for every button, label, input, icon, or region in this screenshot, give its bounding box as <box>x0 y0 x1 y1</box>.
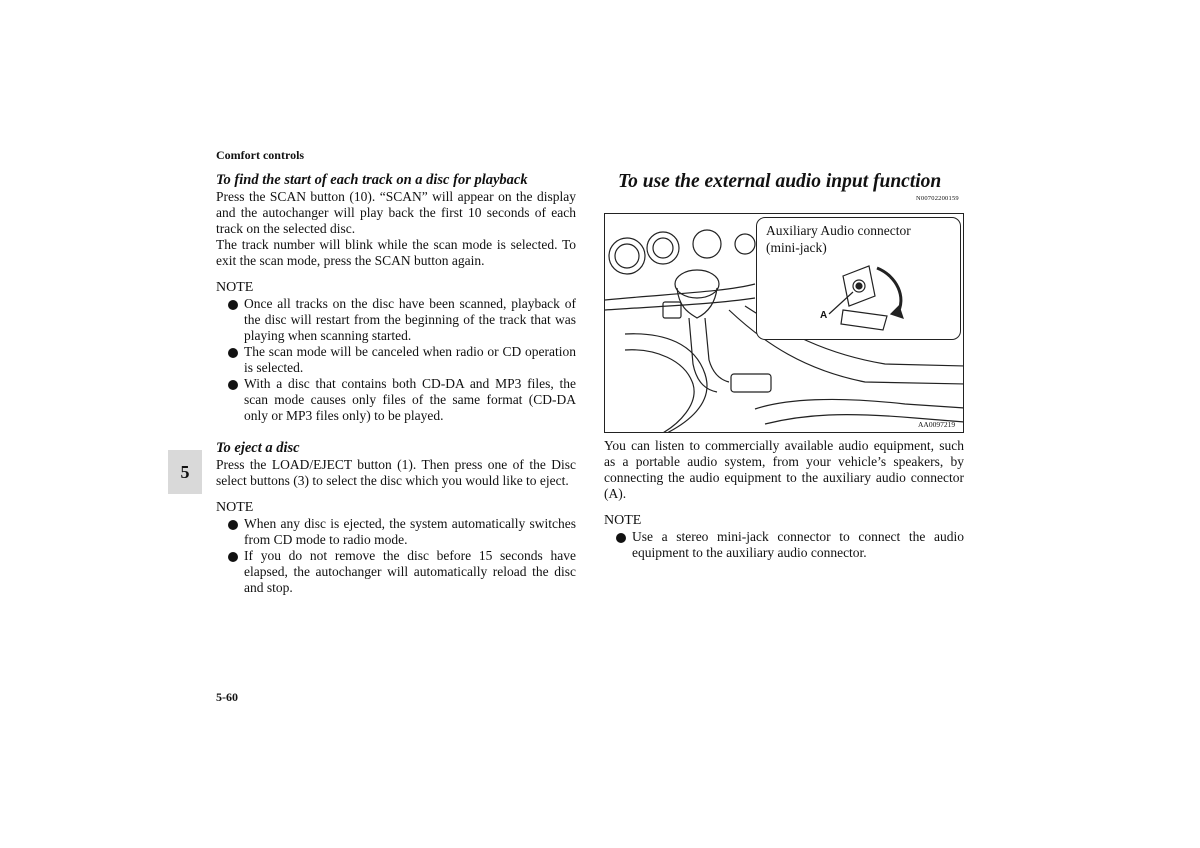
callout-label <box>766 222 911 256</box>
note-text: When any disc is ejected, the system automatically switches from CD mode to radio mode. <box>244 516 576 547</box>
eject-note-label: NOTE <box>216 500 254 515</box>
vent-icon <box>653 238 673 258</box>
eject-paragraph-1: Press the LOAD/EJECT button (1). Then press one of the Disc select buttons (3) to select the disc which you would like to eject. <box>216 457 576 488</box>
callout-line-2: (mini-jack) <box>766 240 827 255</box>
note-item <box>216 376 576 424</box>
vent-icon <box>735 234 755 254</box>
note-text: Once all tracks on the disc have been scanned, playback of the disc will restart from the beginning of the track that was playing when scanning started. <box>244 296 576 343</box>
note-item <box>216 344 576 376</box>
aux-note-label: NOTE <box>604 513 642 528</box>
bullet-icon <box>228 552 238 562</box>
note-item <box>216 296 576 344</box>
aux-paragraph-1: You can listen to commercially available audio equipment, such as a portable audio system, from your vehicle’s speakers, by connecting the audio equipment to the auxiliary audio connector (A). <box>604 438 964 501</box>
figure-code: AA0097219 <box>918 420 956 429</box>
scan-paragraph-2: The track number will blink while the scan mode is selected. To exit the scan mode, press the SCAN button again. <box>216 237 576 268</box>
aux-port-icon <box>663 302 681 318</box>
right-column <box>604 438 964 561</box>
chapter-tab: 5 <box>168 450 202 494</box>
connector-label-a: A <box>820 310 828 321</box>
note-item <box>604 529 964 561</box>
scan-paragraph-1: Press the SCAN button (10). “SCAN” will appear on the display and the autochanger will play back the first 10 seconds of each track on the selected disc. <box>216 189 576 236</box>
note-text: The scan mode will be canceled when radio or CD operation is selected. <box>244 344 576 375</box>
connector-cover <box>841 310 887 330</box>
aux-note-list <box>604 529 964 561</box>
eject-heading: To eject a disc <box>216 440 300 456</box>
vent-icon <box>615 244 639 268</box>
bullet-icon <box>228 300 238 310</box>
bullet-icon <box>616 533 626 543</box>
reference-code: N00702200159 <box>916 195 959 202</box>
note-text: With a disc that contains both CD-DA and MP3 files, the scan mode causes only files of the same format (CD-DA only or MP3 files only) to be played. <box>244 376 576 423</box>
left-column <box>216 171 576 596</box>
note-item <box>216 516 576 548</box>
vent-icon <box>647 232 679 264</box>
note-item <box>216 548 576 596</box>
eject-note-list <box>216 516 576 596</box>
section-header: Comfort controls <box>216 148 305 162</box>
scan-heading: To find the start of each track on a disc for playback <box>216 172 528 188</box>
external-audio-title: To use the external audio input function <box>618 171 942 192</box>
note-text: Use a stereo mini-jack connector to connect the audio equipment to the auxiliary audio connector. <box>632 529 964 560</box>
bullet-icon <box>228 380 238 390</box>
page-number: 5-60 <box>216 690 238 704</box>
vent-icon <box>693 230 721 258</box>
bullet-icon <box>228 348 238 358</box>
callout-line-1: Auxiliary Audio connector <box>766 223 911 238</box>
note-text: If you do not remove the disc before 15 seconds have elapsed, the autochanger will automatically reload the disc and stop. <box>244 548 576 595</box>
scan-note-list <box>216 296 576 424</box>
scan-note-label: NOTE <box>216 280 254 295</box>
bullet-icon <box>228 520 238 530</box>
